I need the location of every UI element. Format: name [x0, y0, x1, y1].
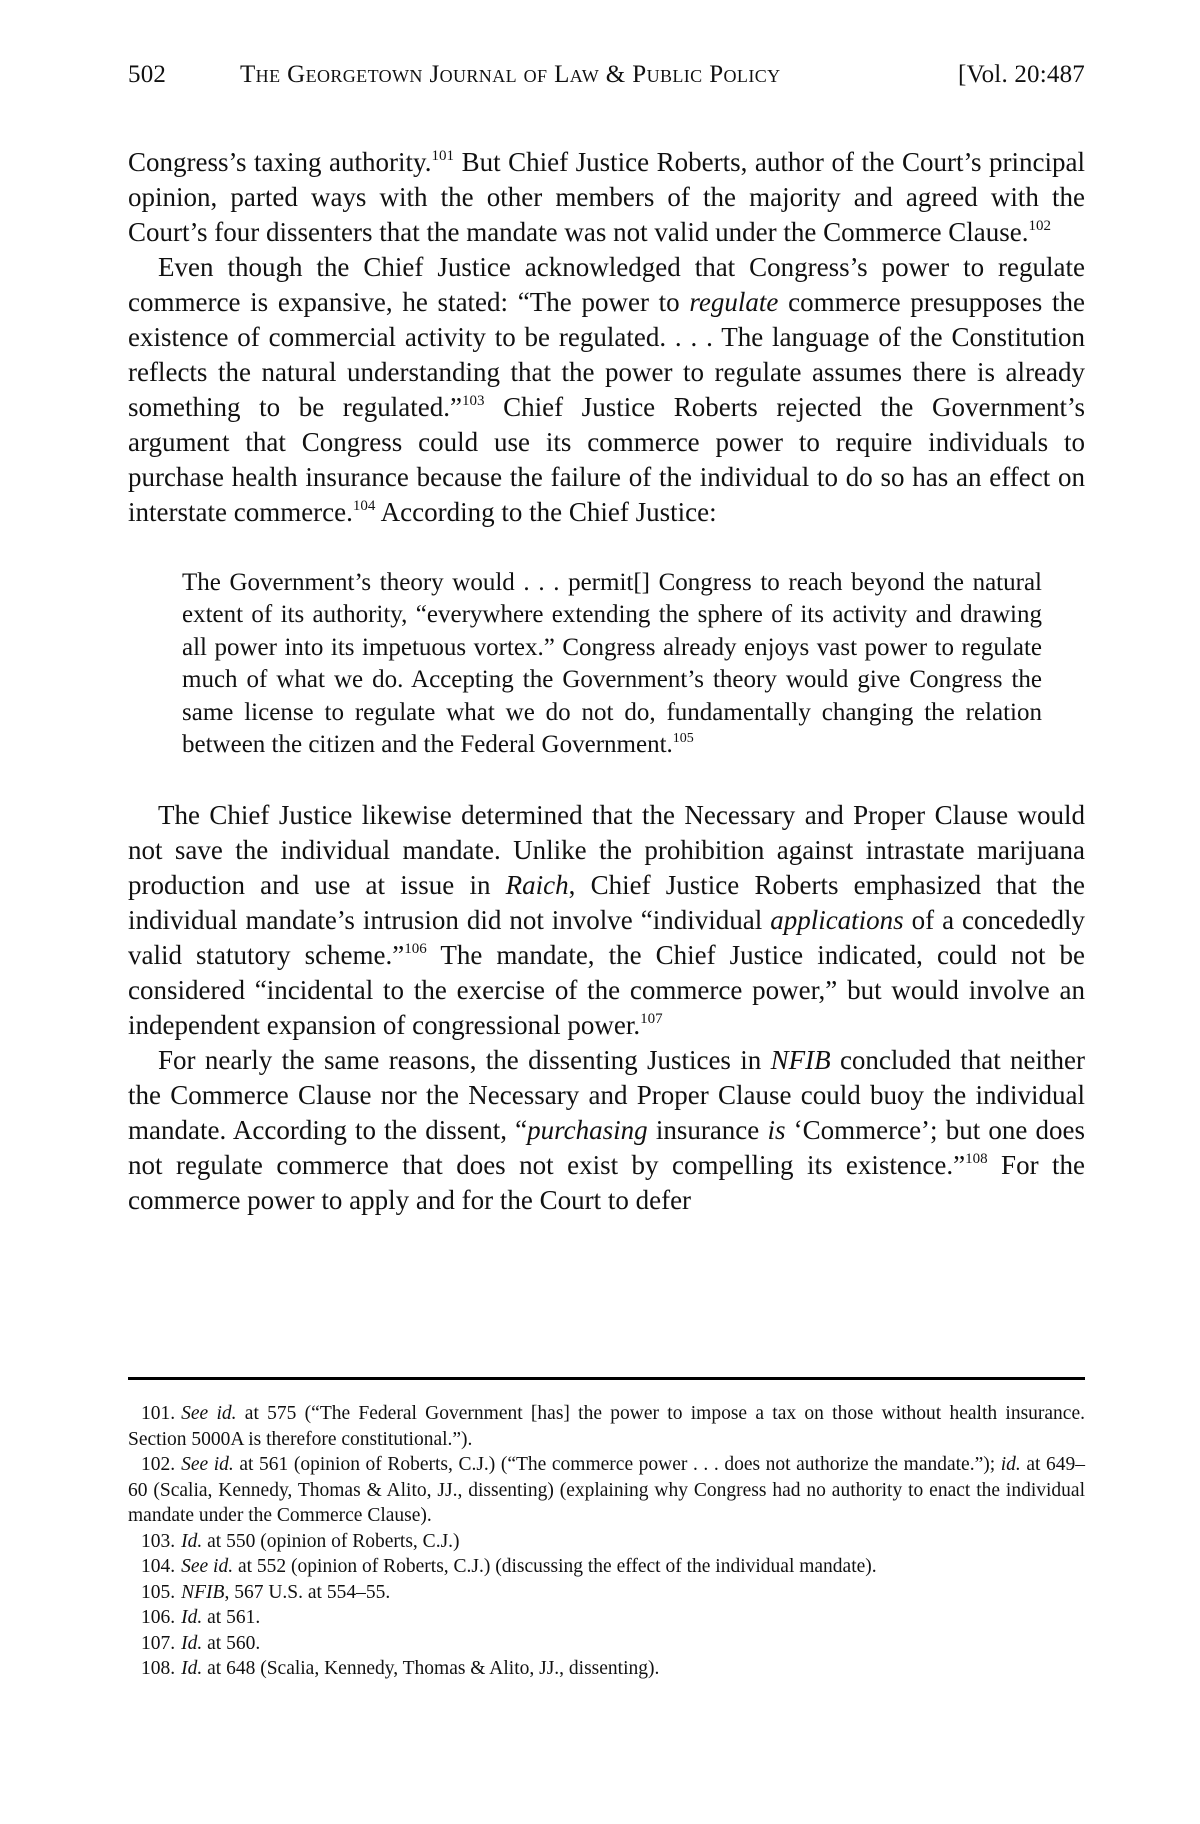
volume-citation: [Vol. 20:487: [958, 61, 1085, 88]
journal-title: The Georgetown Journal of Law & Public Policy: [240, 61, 781, 88]
footnote-ref-104[interactable]: 104: [352, 498, 376, 514]
footnote-rule: [128, 1377, 1085, 1380]
footnote-ref-105[interactable]: 105: [672, 731, 694, 747]
footnote-103: 103. Id. at 550 (opinion of Roberts, C.J.): [141, 1530, 460, 1552]
paragraph-4: For nearly the same reasons, the dissenting Justices in NFIB concluded that neither the Commerce Clause nor the Necessary and Proper Clause could buoy the individual mandate. According to the dissent, “purchasing insurance is ‘Commerce’; but one does not regulate commerce that does not exist by compelling its existence.”$^{108}$ For the commerce power to apply and for the Court to defer: [128, 1045, 1086, 1216]
block-quote: The Government’s theory would . . . permit[] Congress to reach beyond the natural extent of its authority, “everywhere extending the sphere of its activity and drawing all power into its impetuous vortex.” Congress already enjoys vast power to regulate much of what we do. Accepting the Government’s theory would give Congress the same license to regulate what we do not do, fundamentally changing the relation between the citizen and the Federal Government.$^{105}$: [182, 569, 1042, 759]
paragraph-1: Congress’s taxing authority.$^{101}$ But Chief Justice Roberts, author of the Court’s principal opinion, parted ways with the other members of the majority and agreed with the Court’s four dissenters that the mandate was not valid under the Commerce Clause.$^{102}$: [128, 147, 1085, 247]
footnote-ref-108[interactable]: 108: [965, 1151, 988, 1168]
footnote-101: 101. See id. at 575 (“The Federal Government [has] the power to impose a tax on those without health insurance. Section 5000A is therefore constitutional.”).: [128, 1403, 1085, 1450]
footnote-107: 107. Id. at 560.: [141, 1632, 261, 1654]
footnote-105: 105. NFIB, 567 U.S. at 554–55.: [141, 1581, 391, 1603]
footnote-108: 108. Id. at 648 (Scalia, Kennedy, Thomas & Alito, JJ., dissenting).: [141, 1658, 660, 1679]
footnote-104: 104. See id. at 552 (opinion of Roberts, C.J.) (discussing the effect of the individual mandate).: [141, 1556, 877, 1577]
footnote-ref-107[interactable]: 107: [640, 1011, 663, 1028]
footnote-ref-102[interactable]: 102: [1028, 218, 1052, 234]
footnotes: [128, 1401, 1085, 1682]
running-head: [128, 58, 1085, 92]
footnote-102: 102. See id. at 561 (opinion of Roberts, C.J.) (“The commerce power . . . does not authorize the mandate.”); id. at 649–60 (Scalia, Kennedy, Thomas & Alito, JJ., dissenting) (explaining why Congress had no authority to enact the individual mandate under the Commerce Clause).: [128, 1454, 1086, 1526]
paragraph-3: The Chief Justice likewise determined that the Necessary and Proper Clause would not save the individual mandate. Unlike the prohibition against intrastate marijuana production and use at issue in Raich, Chief Justice Roberts emphasized that the individual mandate’s intrusion did not involve “individual applications of a concededly valid statutory scheme.”$^{106}$ The mandate, the Chief Justice indicated, could not be considered “incidental to the exercise of the commerce power,” but would involve an independent expansion of congressional power.$^{107}$: [128, 800, 1086, 1041]
page-number: 502: [128, 61, 167, 88]
footnote-106: 106. Id. at 561.: [141, 1607, 261, 1628]
footnote-ref-101[interactable]: 101: [431, 148, 455, 164]
paragraph-2: Even though the Chief Justice acknowledged that Congress’s power to regulate commerce is expansive, he stated: “The power to regulate commerce presupposes the existence of commercial activity to be regulated. . . . The language of the Constitution reflects the natural understanding that the power to regulate assumes there is already something to be regulated.”$^{103}$ Chief Justice Roberts rejected the Government’s argument that Congress could use its commerce power to require individuals to purchase health insurance because the failure of the individual to do so has an effect on interstate commerce.$^{104}$ According to the Chief Justice:: [128, 252, 1085, 527]
body-text: [128, 145, 1085, 1218]
page: [128, 0, 1085, 1824]
footnote-ref-106[interactable]: 106: [404, 941, 427, 958]
footnote-ref-103[interactable]: 103: [461, 393, 485, 409]
